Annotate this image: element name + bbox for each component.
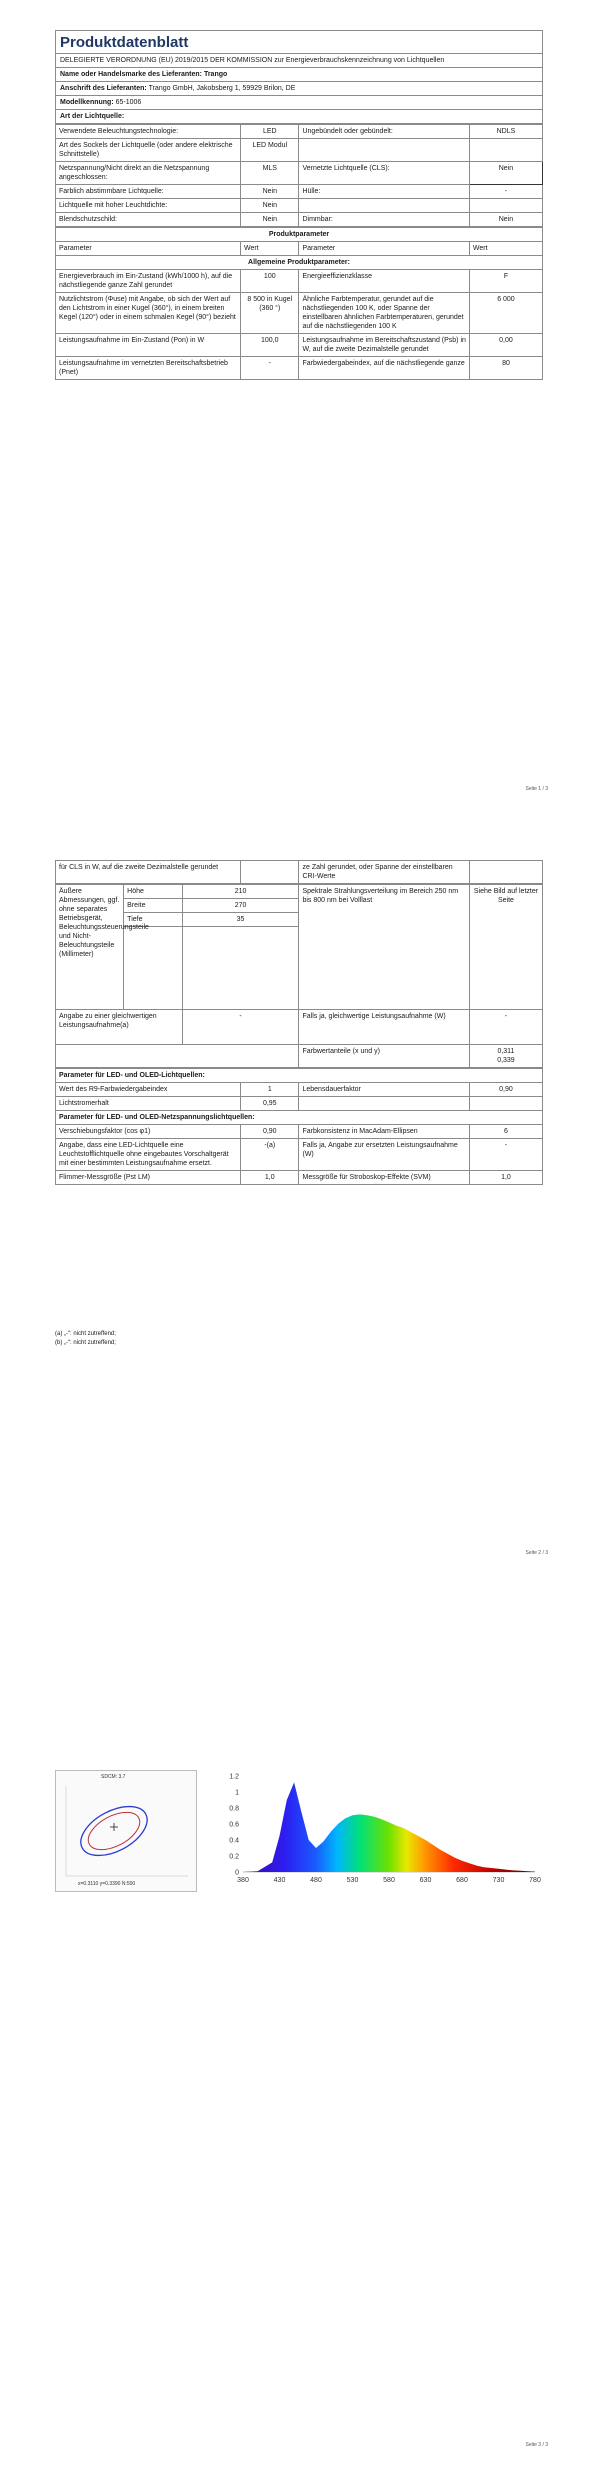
type-label: Netzspannung/Nicht direkt an die Netzspannung angeschlossen: [56, 162, 241, 185]
param-value: 100,0 [241, 334, 299, 357]
spectrum-chart [215, 1770, 543, 1895]
type-value: Nein [241, 199, 299, 213]
page-footer-1: Seite 1 / 3 [525, 786, 548, 792]
datasheet-continued [55, 860, 543, 1185]
type-label-2 [299, 199, 469, 213]
cie-ellipse-plot [55, 1770, 197, 1892]
type-row [56, 213, 543, 227]
type-label-2 [299, 139, 469, 162]
param-label-2: Ähnliche Farbtemperatur, gerundet auf die nächstliegenden 100 K, oder Spanne der einstellbaren ähnlichen Farbtemperaturen, gerundet auf die nächstliegenden 100 K [299, 293, 469, 334]
type-label: Art des Sockels der Lichtquelle (oder andere elektrische Schnittstelle) [56, 139, 241, 162]
type-label-2: Vernetzte Lichtquelle (CLS): [299, 162, 469, 185]
x-tick-label: 530 [346, 1877, 359, 1884]
page-title: Produktdatenblatt [56, 31, 542, 54]
y-tick-label: 0 [235, 1869, 239, 1877]
type-label: Lichtquelle mit hoher Leuchtdichte: [56, 199, 241, 213]
cont-value [241, 861, 299, 884]
param-row [56, 293, 543, 334]
param-label: Nutzlichtstrom (Φuse) mit Angabe, ob sich der Wert auf den Lichtstrom in einer Kugel (360°), in einem breiten Kegel (120°) oder in einem schmalen Kegel (90°) bezieht [56, 293, 241, 334]
param-label-2: Leistungsaufnahme im Bereitschaftszustand (Psb) in W, auf die zweite Dezimalstelle gerundet [299, 334, 469, 357]
param-label: Leistungsaufnahme im Ein-Zustand (Pon) in W [56, 334, 241, 357]
consist-label: Farbkonsistenz in MacAdam-Ellipsen [299, 1125, 469, 1139]
measurement-figures [55, 1770, 543, 1890]
footnotes [55, 1330, 116, 1348]
maint-label: Lichtstromerhalt [56, 1097, 241, 1111]
address-line [56, 82, 542, 96]
dim-value-depth: 35 [182, 913, 299, 927]
address-value: Trango GmbH, Jakobsberg 1, 59929 Brilon, DE [148, 85, 296, 92]
equiv-value-2: - [469, 1010, 542, 1045]
type-label-2: Ungebündelt oder gebündelt: [299, 125, 469, 139]
spectral-label: Spektrale Strahlungsverteilung im Bereich 250 nm bis 800 nm bei Volllast [299, 885, 469, 1010]
r9-value: 1 [241, 1083, 299, 1097]
general-params-heading: Allgemeine Produktparameter: [56, 256, 543, 270]
chroma-y: 0,339 [497, 1057, 515, 1064]
param-value-2: 0,00 [469, 334, 542, 357]
spectral-value: Siehe Bild auf letzter Seite [469, 885, 542, 1010]
fluor-value: -(a) [241, 1139, 299, 1171]
cie-bottom-label: x=0.3110 y=0.3390 N:500 [78, 1881, 136, 1887]
strobo-value: 1,0 [469, 1171, 542, 1185]
type-value: LED [241, 125, 299, 139]
maint-value: 0,95 [241, 1097, 299, 1111]
dim-key-depth: Tiefe [124, 913, 182, 927]
flicker-value: 1,0 [241, 1171, 299, 1185]
type-value-2: NDLS [469, 125, 542, 139]
led-params-table [55, 1068, 543, 1185]
param-value: 8 500 in Kugel (360 °) [241, 293, 299, 334]
consist-value: 6 [469, 1125, 542, 1139]
type-label: Verwendete Beleuchtungstechnologie: [56, 125, 241, 139]
footnote-b: (b) „-“: nicht zutreffend; [55, 1340, 116, 1346]
product-parameters-table [55, 227, 543, 380]
dimensions-table [55, 884, 543, 1068]
col-value-1: Wert [241, 242, 299, 256]
y-tick-label: 0.6 [229, 1821, 239, 1829]
type-value: LED Modul [241, 139, 299, 162]
y-tick-label: 0.2 [229, 1853, 239, 1861]
chroma-label: Farbwertanteile (x und y) [299, 1045, 469, 1068]
x-tick-label: 780 [529, 1877, 541, 1884]
param-value: - [241, 357, 299, 380]
model-value: 65-1006 [115, 99, 142, 106]
x-tick-label: 730 [492, 1877, 505, 1884]
chroma-values [469, 1045, 542, 1068]
life-value: 0,90 [469, 1083, 542, 1097]
type-label: Blendschutzschild: [56, 213, 241, 227]
strobo-label: Messgröße für Stroboskop-Effekte (SVM) [299, 1171, 469, 1185]
type-value-2 [469, 139, 542, 162]
param-label-2: Farbwiedergabeindex, auf die nächstliegende ganze [299, 357, 469, 380]
x-tick-label: 680 [456, 1877, 468, 1884]
type-value: Nein [241, 185, 299, 199]
type-row [56, 185, 543, 199]
cont-label: für CLS in W, auf die zweite Dezimalstelle gerundet [56, 861, 241, 884]
pf-label: Verschiebungsfaktor (cos φ1) [56, 1125, 241, 1139]
equiv-value: - [182, 1010, 299, 1045]
y-tick-label: 0.8 [229, 1805, 239, 1813]
dim-key-height: Höhe [124, 885, 182, 899]
param-row [56, 270, 543, 293]
type-row [56, 199, 543, 213]
type-value-2: - [469, 185, 542, 199]
page-2 [0, 860, 600, 1620]
model-line [56, 96, 542, 110]
dim-value-height: 210 [182, 885, 299, 899]
type-value: MLS [241, 162, 299, 185]
life-label: Lebensdauerfaktor [299, 1083, 469, 1097]
fluor-value-2: - [469, 1139, 542, 1171]
x-tick-label: 630 [419, 1877, 432, 1884]
type-label-2: Hülle: [299, 185, 469, 199]
type-label-2: Dimmbar: [299, 213, 469, 227]
type-value-2: Nein [469, 213, 542, 227]
y-tick-label: 1.2 [229, 1773, 239, 1781]
type-value-2: Nein [469, 162, 542, 185]
param-label: Leistungsaufnahme im vernetzten Bereitschaftsbetrieb (Pnet) [56, 357, 241, 380]
col-value-2: Wert [469, 242, 542, 256]
type-value: Nein [241, 213, 299, 227]
dim-key-width: Breite [124, 899, 182, 913]
cont-label-2: ze Zahl gerundet, oder Spanne der einstellbaren CRI-Werte [299, 861, 469, 884]
address-label: Anschrift des Lieferanten: [60, 85, 147, 92]
dims-label: Äußere Abmessungen, ggf. ohne separates Betriebsgerät, Beleuchtungssteuerungsteile und Nicht-Beleuchtungsteile (Millimeter) [56, 885, 124, 1010]
page-3 [0, 1620, 600, 2469]
param-value: 100 [241, 270, 299, 293]
x-tick-label: 430 [273, 1877, 286, 1884]
y-tick-label: 0.4 [229, 1837, 239, 1845]
page-1 [0, 0, 600, 860]
param-label: Energieverbrauch im Ein-Zustand (kWh/1000 h), auf die nächstliegende ganze Zahl gerundet [56, 270, 241, 293]
equiv-label: Angabe zu einer gleichwertigen Leistungsaufnahme(a) [56, 1010, 183, 1045]
regulation-text: DELEGIERTE VERORDNUNG (EU) 2019/2015 DER KOMMISSION zur Energieverbrauchskennzeichnung von Lichtquellen [56, 54, 542, 68]
light-source-type-table [55, 124, 543, 227]
param-label-2: Energieeffizienzklasse [299, 270, 469, 293]
spectrum-area [243, 1782, 535, 1872]
r9-label: Wert des R9-Farbwiedergabeindex [56, 1083, 241, 1097]
footnote-a: (a) „-“: nicht zutreffend; [55, 1331, 116, 1337]
type-row [56, 125, 543, 139]
cie-ellipse-svg [56, 1771, 196, 1891]
fluor-label: Angabe, dass eine LED-Lichtquelle eine Leuchtstofflichtquelle ohne eingebautes Vorschaltgerät mit einer bestimmten Leistungsaufnahme ersetzt. [56, 1139, 241, 1171]
type-value-2 [469, 199, 542, 213]
cont-value-2 [469, 861, 542, 884]
x-tick-label: 580 [383, 1877, 395, 1884]
x-tick-label: 380 [237, 1877, 249, 1884]
continued-table [55, 860, 543, 884]
cont-row [56, 861, 543, 884]
col-param-2: Parameter [299, 242, 469, 256]
page-footer-3: Seite 3 / 3 [525, 2442, 548, 2448]
type-row [56, 162, 543, 185]
product-params-heading: Produktparameter [56, 228, 543, 242]
brand-line: Name oder Handelsmarke des Lieferanten: Trango [56, 68, 542, 82]
type-label: Art der Lichtquelle: [60, 113, 125, 120]
param-row [56, 334, 543, 357]
model-label: Modellkennung: [60, 99, 114, 106]
param-value-2: F [469, 270, 542, 293]
pf-value: 0,90 [241, 1125, 299, 1139]
cie-top-label: SDCM: 3.7 [101, 1774, 126, 1780]
param-row [56, 357, 543, 380]
type-label: Farblich abstimmbare Lichtquelle: [56, 185, 241, 199]
chroma-x: 0,311 [497, 1048, 515, 1055]
fluor-label-2: Falls ja, Angabe zur ersetzten Leistungsaufnahme (W) [299, 1139, 469, 1171]
dim-value-width: 270 [182, 899, 299, 913]
equiv-label-2: Falls ja, gleichwertige Leistungsaufnahme (W) [299, 1010, 469, 1045]
flicker-label: Flimmer-Messgröße (Pst LM) [56, 1171, 241, 1185]
page-footer-2: Seite 2 / 3 [525, 1550, 548, 1556]
y-tick-label: 1 [235, 1789, 239, 1797]
mains-params-heading: Parameter für LED- und OLED-Netzspannungslichtquellen: [56, 1111, 543, 1125]
param-value-2: 80 [469, 357, 542, 380]
datasheet-header [55, 30, 543, 380]
x-tick-label: 480 [310, 1877, 322, 1884]
col-param-1: Parameter [56, 242, 241, 256]
type-row [56, 139, 543, 162]
led-params-heading: Parameter für LED- und OLED-Lichtquellen: [56, 1069, 543, 1083]
param-value-2: 6 000 [469, 293, 542, 334]
